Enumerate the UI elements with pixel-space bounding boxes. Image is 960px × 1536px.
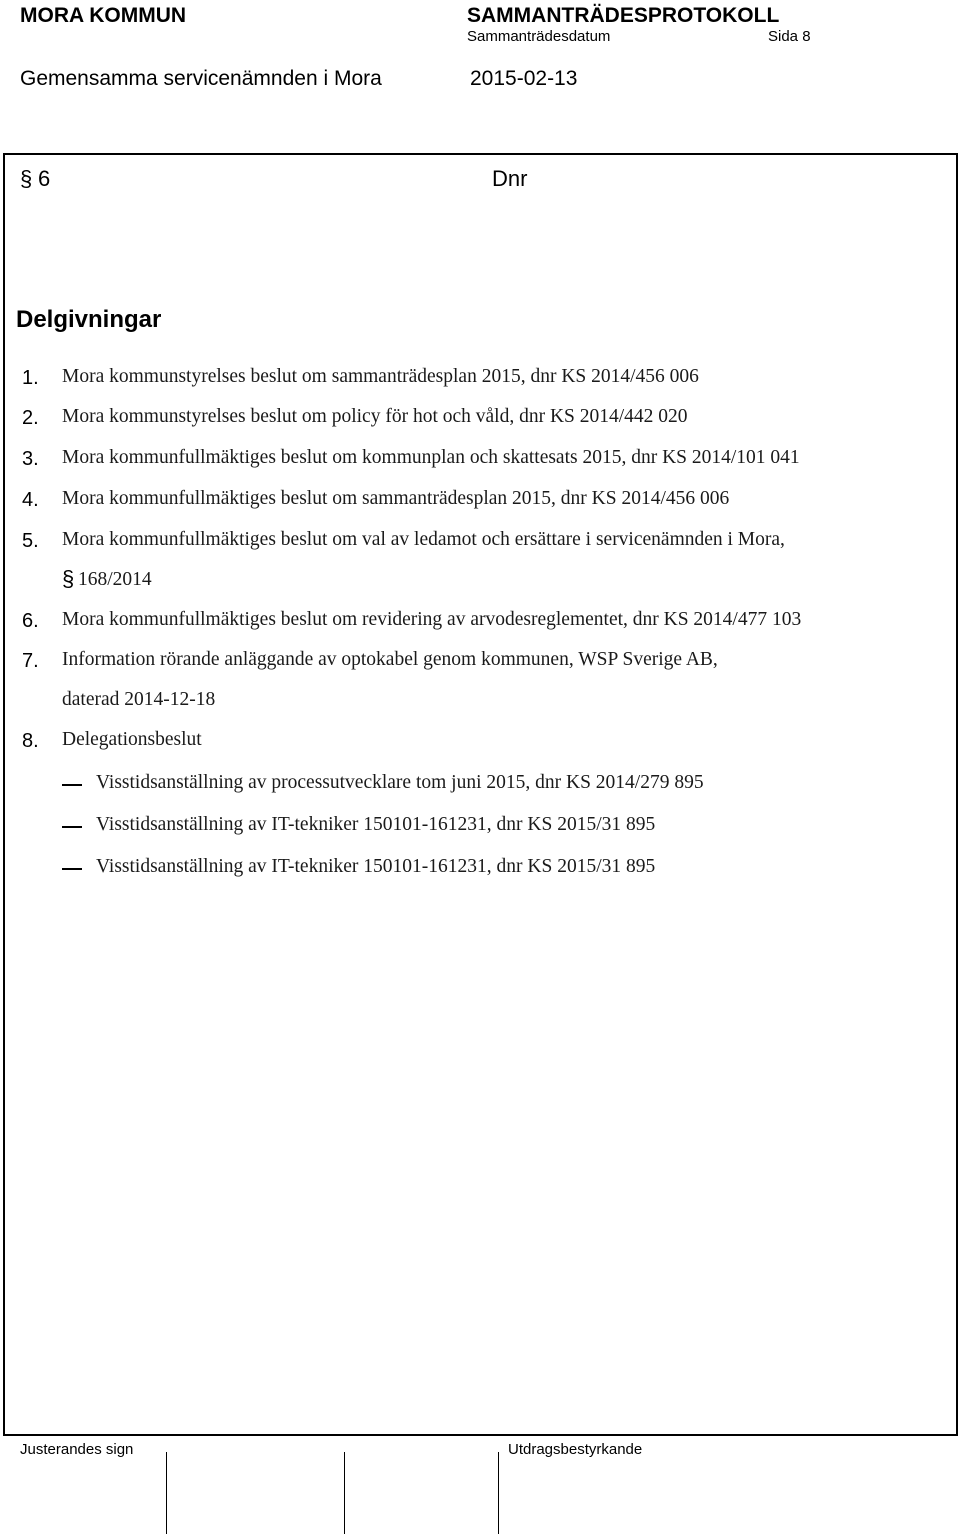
list-item: Information rörande anläggande av optokabel genom kommunen, WSP Sverige AB, <box>62 649 718 670</box>
sub-list-item: Visstidsanställning av IT-tekniker 150101-161231, dnr KS 2015/31 895 <box>96 856 656 877</box>
signature-line <box>498 1452 499 1534</box>
frame-right-border <box>956 153 958 1435</box>
list-item: Mora kommunstyrelses beslut om sammanträdesplan 2015, dnr KS 2014/456 006 <box>62 366 699 387</box>
section-title: Delgivningar <box>16 306 162 333</box>
signature-line <box>166 1452 167 1534</box>
list-number: 2. <box>22 407 39 429</box>
paragraph-symbol: § <box>20 166 33 191</box>
committee-name: Gemensamma servicenämnden i Mora <box>20 67 382 90</box>
dnr-label: Dnr <box>492 166 528 191</box>
list-number: 8. <box>22 730 39 752</box>
list-item: Mora kommunfullmäktiges beslut om val av ledamot och ersättare i servicenämnden i Mora, <box>62 529 785 550</box>
sub-list-item: Visstidsanställning av IT-tekniker 150101-161231, dnr KS 2015/31 895 <box>96 814 656 835</box>
section-number: 6 <box>38 166 51 191</box>
list-item: Mora kommunfullmäktiges beslut om kommunplan och skattesats 2015, dnr KS 2014/101 041 <box>62 447 800 468</box>
list-item: Mora kommunstyrelses beslut om policy för hot och våld, dnr KS 2014/442 020 <box>62 406 688 427</box>
paragraph-symbol: § <box>62 566 75 591</box>
signature-line <box>344 1452 345 1534</box>
page-number: Sida 8 <box>768 28 811 45</box>
meeting-date: 2015-02-13 <box>470 67 578 90</box>
list-item: Mora kommunfullmäktiges beslut om sammanträdesplan 2015, dnr KS 2014/456 006 <box>62 488 730 509</box>
org-name: MORA KOMMUN <box>20 4 187 27</box>
list-item: Mora kommunfullmäktiges beslut om revidering av arvodesreglementet, dnr KS 2014/477 103 <box>62 609 802 630</box>
list-number: 3. <box>22 448 39 470</box>
frame-left-border <box>3 153 5 1435</box>
sub-list-item: Visstidsanställning av processutvecklare tom juni 2015, dnr KS 2014/279 895 <box>96 772 704 793</box>
document-type: SAMMANTRÄDESPROTOKOLL <box>467 4 780 27</box>
list-number: 6. <box>22 610 39 632</box>
list-item-continuation: daterad 2014-12-18 <box>62 689 216 710</box>
list-number: 4. <box>22 489 39 511</box>
justerandes-sign-label: Justerandes sign <box>20 1441 134 1458</box>
footer-divider <box>3 1434 958 1436</box>
dash-bullet <box>62 784 82 786</box>
date-label: Sammanträdesdatum <box>467 28 611 45</box>
frame-top-border <box>3 153 958 155</box>
list-item-continuation: 168/2014 <box>78 569 152 590</box>
list-number: 7. <box>22 650 39 672</box>
list-number: 5. <box>22 530 39 552</box>
utdragsbestyrkande-label: Utdragsbestyrkande <box>508 1441 643 1458</box>
list-item: Delegationsbeslut <box>62 729 202 750</box>
dash-bullet <box>62 868 82 870</box>
dash-bullet <box>62 826 82 828</box>
list-number: 1. <box>22 367 39 389</box>
